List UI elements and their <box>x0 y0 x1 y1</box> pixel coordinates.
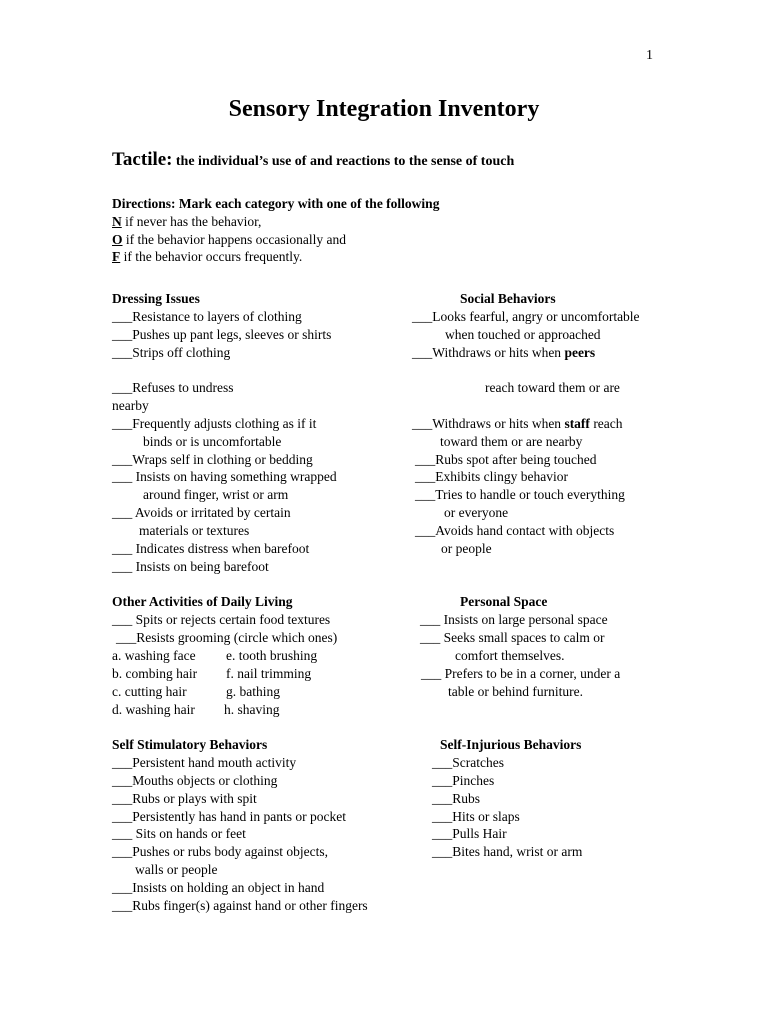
self-injury-heading: Self-Injurious Behaviors <box>440 737 582 752</box>
self-stim-line: walls or people <box>135 862 218 877</box>
adl-option: g. bathing <box>226 684 280 699</box>
adl-line: ___Resists grooming (circle which ones) <box>116 630 338 645</box>
social-line: ___Looks fearful, angry or uncomfortable <box>412 309 640 324</box>
adl-option: h. shaving <box>224 702 280 717</box>
adl-option: c. cutting hair <box>112 684 187 699</box>
social-line: ___Rubs spot after being touched <box>415 452 597 467</box>
social-emphasis: peers <box>564 345 596 360</box>
social-line <box>412 415 623 433</box>
dressing-line: materials or textures <box>139 523 250 538</box>
dressing-line: ___Strips off clothing <box>112 345 231 360</box>
social-line: reach toward them or are <box>485 380 620 395</box>
dressing-line: ___Refuses to undress <box>112 380 234 395</box>
social-line <box>412 344 595 362</box>
page-title: Sensory Integration Inventory <box>228 96 540 122</box>
social-line: ___Tries to handle or touch everything <box>415 487 625 502</box>
self-injury-line: ___Bites hand, wrist or arm <box>432 844 583 859</box>
tactile-heading <box>112 148 514 174</box>
adl-option: a. washing face <box>112 648 196 663</box>
self-stim-line: ___Rubs or plays with spit <box>112 791 257 806</box>
dressing-line: binds or is uncomfortable <box>143 434 282 449</box>
adl-option: f. nail trimming <box>226 666 312 681</box>
self-stim-line: ___Rubs finger(s) against hand or other fingers <box>112 898 368 913</box>
social-line: ___Avoids hand contact with objects <box>415 523 615 538</box>
social-text: ___Withdraws or hits when <box>412 345 565 360</box>
personal-space-line: comfort themselves. <box>455 648 565 663</box>
dressing-line: ___ Indicates distress when barefoot <box>112 541 310 556</box>
tactile-word: Tactile: <box>112 149 173 170</box>
code-text: if never has the behavior, <box>121 214 262 229</box>
code-letter: F <box>112 249 121 264</box>
self-injury-line: ___Scratches <box>432 755 504 770</box>
direction-code-o <box>112 231 346 249</box>
personal-space-line: ___ Prefers to be in a corner, under a <box>421 666 621 681</box>
self-stim-line: ___Mouths objects or clothing <box>112 773 278 788</box>
social-line: toward them or are nearby <box>440 434 583 449</box>
personal-space-line: ___ Insists on large personal space <box>420 612 608 627</box>
social-text: ___Withdraws or hits when <box>412 416 565 431</box>
dressing-line: ___ Avoids or irritated by certain <box>112 505 291 520</box>
adl-line: ___ Spits or rejects certain food textures <box>112 612 331 627</box>
code-letter: N <box>112 214 122 229</box>
adl-option: d. washing hair <box>112 702 195 717</box>
dressing-line: ___Wraps self in clothing or bedding <box>112 452 313 467</box>
social-heading: Social Behaviors <box>460 291 556 306</box>
self-injury-line: ___Hits or slaps <box>432 809 520 824</box>
social-emphasis: staff <box>564 416 590 431</box>
code-text: if the behavior happens occasionally and <box>122 232 346 247</box>
self-stim-line: ___ Sits on hands or feet <box>112 826 246 841</box>
social-line: or everyone <box>444 505 509 520</box>
social-text: reach <box>589 416 623 431</box>
self-stim-line: ___Persistent hand mouth activity <box>112 755 297 770</box>
personal-space-heading: Personal Space <box>460 594 548 609</box>
page-number: 1 <box>646 48 653 63</box>
personal-space-line: table or behind furniture. <box>448 684 583 699</box>
directions-heading: Directions: Mark each category with one of the following <box>112 196 440 211</box>
personal-space-line: ___ Seeks small spaces to calm or <box>420 630 605 645</box>
social-line: or people <box>441 541 492 556</box>
code-text: if the behavior occurs frequently. <box>120 249 303 264</box>
dressing-line: nearby <box>112 398 149 413</box>
self-stim-line: ___Pushes or rubs body against objects, <box>112 844 328 859</box>
dressing-heading: Dressing Issues <box>112 291 200 306</box>
tactile-description: the individual’s use of and reactions to the sense of touch <box>175 154 515 169</box>
self-stim-line: ___Insists on holding an object in hand <box>112 880 325 895</box>
self-stim-line: ___Persistently has hand in pants or pocket <box>112 809 346 824</box>
dressing-line: ___Frequently adjusts clothing as if it <box>112 416 317 431</box>
dressing-line: ___Pushes up pant legs, sleeves or shirts <box>112 327 332 342</box>
social-line: ___Exhibits clingy behavior <box>415 469 568 484</box>
dressing-line: ___ Insists on being barefoot <box>112 559 269 574</box>
dressing-line: ___Resistance to layers of clothing <box>112 309 302 324</box>
dressing-line: ___ Insists on having something wrapped <box>112 469 337 484</box>
direction-code-n <box>112 213 261 231</box>
self-stim-heading: Self Stimulatory Behaviors <box>112 737 268 752</box>
adl-option: b. combing hair <box>112 666 198 681</box>
direction-code-f <box>112 248 302 266</box>
adl-heading: Other Activities of Daily Living <box>112 594 293 609</box>
dressing-line: around finger, wrist or arm <box>143 487 289 502</box>
self-injury-line: ___Pinches <box>432 773 495 788</box>
self-injury-line: ___Pulls Hair <box>432 826 507 841</box>
adl-option: e. tooth brushing <box>226 648 318 663</box>
code-letter: O <box>112 232 123 247</box>
self-injury-line: ___Rubs <box>432 791 481 806</box>
social-line: when touched or approached <box>445 327 601 342</box>
